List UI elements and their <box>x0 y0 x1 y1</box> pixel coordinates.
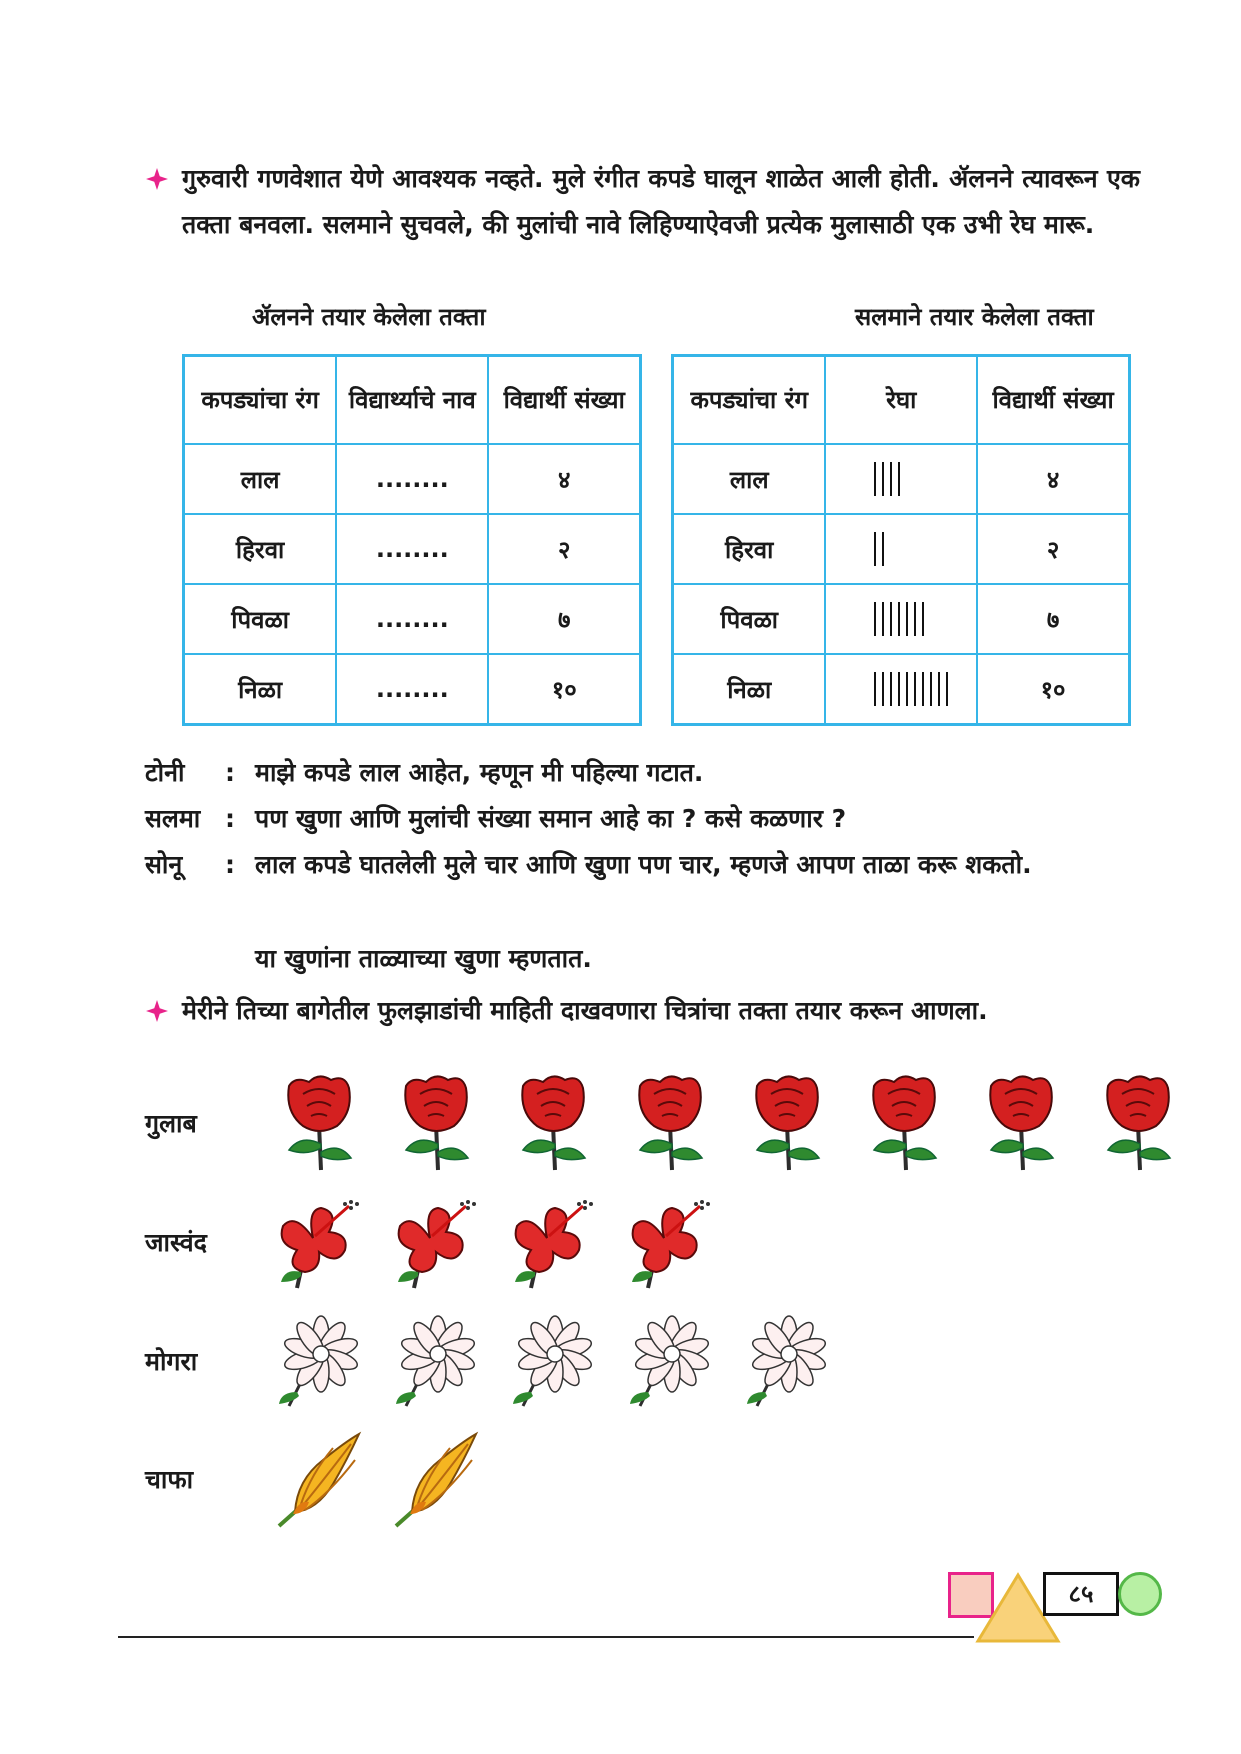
dialogue-text: माझे कपडे लाल आहेत, म्हणून मी पहिल्या गटात. <box>255 758 704 787</box>
colon: : <box>225 850 235 879</box>
flower-label-jasmine: मोगरा <box>145 1347 198 1376</box>
table2-cell-color: निळा <box>673 654 826 725</box>
dialogue-line <box>145 796 1145 842</box>
hibiscus-icon <box>626 1192 714 1292</box>
table2-header-color: कपड्यांचा रंग <box>673 356 826 445</box>
tally-mark <box>890 672 892 706</box>
tally-mark <box>882 462 884 496</box>
table-allan <box>182 354 642 726</box>
tally-mark <box>930 672 932 706</box>
tally-mark <box>882 602 884 636</box>
star-bullet-icon <box>146 168 168 190</box>
jasmine-icon <box>743 1312 831 1412</box>
tally-mark <box>938 672 940 706</box>
table2-caption: सलमाने तयार केलेला तक्ता <box>855 303 1094 331</box>
picture-chart-intro: मेरीने तिच्या बागेतील फुलझाडांची माहिती दाखवणारा चित्रांचा तक्ता तयार करून आणला. <box>182 996 988 1025</box>
jasmine-icon <box>509 1312 597 1412</box>
dialogue-text: पण खुणा आणि मुलांची संख्या समान आहे का ? कसे कळणार ? <box>255 804 847 833</box>
tally-marks <box>874 672 954 706</box>
speaker-name: सोनू <box>145 850 183 879</box>
table-row <box>673 654 1130 725</box>
hibiscus-icon <box>509 1192 597 1292</box>
table-row <box>673 584 1130 654</box>
table2-cell-count: ७ <box>977 584 1129 654</box>
rose-icon <box>509 1072 597 1172</box>
table1-cell-count: १० <box>488 654 640 725</box>
table1-cell-name: ........ <box>336 584 488 654</box>
table1-cell-count: ७ <box>488 584 640 654</box>
tally-mark <box>890 462 892 496</box>
footer-rule <box>118 1636 974 1638</box>
flower-label-hibiscus: जास्वंद <box>145 1228 207 1257</box>
table-row <box>184 514 641 584</box>
table2-header-count: विद्यार्थी संख्या <box>977 356 1129 445</box>
tally-mark <box>898 462 900 496</box>
tally-mark <box>922 672 924 706</box>
tally-mark <box>882 672 884 706</box>
tally-mark <box>890 602 892 636</box>
table1-cell-name: ........ <box>336 654 488 725</box>
champa-icon <box>392 1430 480 1530</box>
table2-cell-count: २ <box>977 514 1129 584</box>
dialogue-line <box>145 750 1145 796</box>
colon: : <box>225 804 235 833</box>
table1-header-count: विद्यार्थी संख्या <box>488 356 640 445</box>
table-row <box>673 444 1130 514</box>
table-row <box>184 584 641 654</box>
tally-mark <box>898 602 900 636</box>
table2-cell-color: पिवळा <box>673 584 826 654</box>
rose-icon <box>860 1072 948 1172</box>
tally-mark <box>874 462 876 496</box>
hibiscus-icon <box>275 1192 363 1292</box>
dialogue-text: लाल कपडे घातलेली मुले चार आणि खुणा पण चार, म्हणजे आपण ताळा करू शकतो. <box>255 850 1032 879</box>
jasmine-icon <box>275 1312 363 1412</box>
tally-mark <box>898 672 900 706</box>
rose-icon <box>743 1072 831 1172</box>
intro-paragraph: गुरुवारी गणवेशात येणे आवश्यक नव्हते. मुले रंगीत कपडे घालून शाळेत आली होती. ॲलनने त्यावरून एक तक्ता बनवला. सलमाने सुचवले, की मुलांची नावे लिहिण्याऐवजी प्रत्येक मुलासाठी एक उभी रेघ मारू. <box>182 164 1140 239</box>
tally-marks <box>874 602 930 636</box>
tally-note: या खुणांना ताळ्याच्या खुणा म्हणतात. <box>255 944 592 973</box>
jasmine-icon <box>392 1312 480 1412</box>
tally-mark <box>906 602 908 636</box>
flower-label-champa: चाफा <box>145 1465 194 1494</box>
tally-mark <box>946 672 948 706</box>
dialogue-line <box>145 842 1145 934</box>
table1-header-color: कपड्यांचा रंग <box>184 356 337 445</box>
page-number: ८५ <box>1043 1572 1119 1616</box>
rose-icon <box>977 1072 1065 1172</box>
rose-icon <box>392 1072 480 1172</box>
tally-marks <box>874 462 906 496</box>
tally-mark <box>914 602 916 636</box>
table2-header-tally: रेघा <box>825 356 977 445</box>
tally-marks <box>874 532 890 566</box>
champa-icon <box>275 1430 363 1530</box>
table1-cell-name: ........ <box>336 444 488 514</box>
rose-icon <box>1094 1072 1182 1172</box>
table-salma <box>671 354 1131 726</box>
tally-mark <box>874 672 876 706</box>
tally-mark <box>882 532 884 566</box>
table2-cell-count: ४ <box>977 444 1129 514</box>
table1-cell-color: लाल <box>184 444 337 514</box>
hibiscus-icon <box>392 1192 480 1292</box>
table2-cell-color: हिरवा <box>673 514 826 584</box>
table-row <box>184 444 641 514</box>
jasmine-icon <box>626 1312 714 1412</box>
circle-shape-icon <box>1118 1572 1162 1616</box>
tally-mark <box>906 672 908 706</box>
table2-cell-color: लाल <box>673 444 826 514</box>
table-row <box>673 514 1130 584</box>
speaker-name: सलमा <box>145 804 201 833</box>
table2-cell-count: १० <box>977 654 1129 725</box>
table1-header-name: विद्यार्थ्याचे नाव <box>336 356 488 445</box>
rose-icon <box>626 1072 714 1172</box>
table-row <box>184 654 641 725</box>
table1-cell-count: ४ <box>488 444 640 514</box>
rose-icon <box>275 1072 363 1172</box>
colon: : <box>225 758 235 787</box>
table1-cell-color: निळा <box>184 654 337 725</box>
tally-mark <box>922 602 924 636</box>
flower-label-rose: गुलाब <box>145 1109 197 1138</box>
tally-mark <box>874 532 876 566</box>
table1-caption: ॲलनने तयार केलेला तक्ता <box>252 303 486 331</box>
speaker-name: टोनी <box>145 758 185 787</box>
table1-cell-count: २ <box>488 514 640 584</box>
tally-mark <box>914 672 916 706</box>
table1-cell-name: ........ <box>336 514 488 584</box>
tally-mark <box>874 602 876 636</box>
table1-cell-color: हिरवा <box>184 514 337 584</box>
table1-cell-color: पिवळा <box>184 584 337 654</box>
star-bullet-icon <box>146 1000 168 1022</box>
